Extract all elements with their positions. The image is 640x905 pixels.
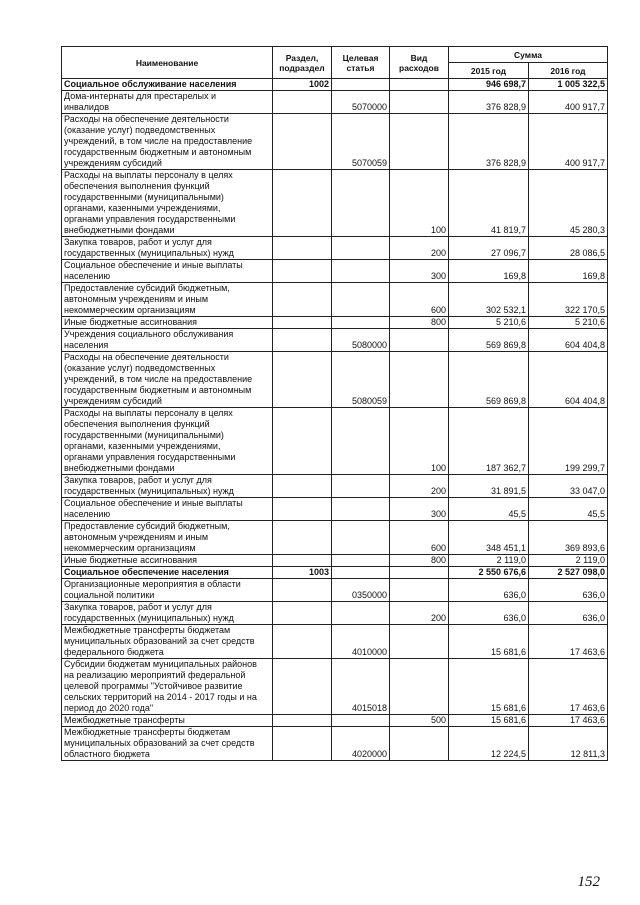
row-name: Межбюджетные трансферты бюджетам муниципальных образований за счет средств федерального бюджета (62, 625, 273, 659)
row-section (273, 317, 332, 329)
row-name: Закупка товаров, работ и услуг для государственных (муниципальных) нужд (62, 602, 273, 625)
row-name: Предоставление субсидий бюджетным, автономным учреждениям и иным некоммерческим организациям (62, 521, 273, 555)
row-exp-type (390, 659, 449, 715)
row-section (273, 170, 332, 237)
row-section (273, 91, 332, 114)
table-row (62, 91, 608, 114)
row-exp-type (390, 727, 449, 761)
row-target: 5070059 (332, 114, 390, 170)
row-sum-2015: 15 681,6 (449, 715, 529, 727)
row-target (332, 715, 390, 727)
row-sum-2016: 400 917,7 (529, 91, 608, 114)
row-section (273, 283, 332, 317)
row-exp-type (390, 114, 449, 170)
table-row (62, 79, 608, 91)
row-section (273, 579, 332, 602)
row-sum-2016: 33 047,0 (529, 475, 608, 498)
row-sum-2015: 636,0 (449, 579, 529, 602)
row-section: 1002 (273, 79, 332, 91)
row-sum-2016: 2 527 098,0 (529, 567, 608, 579)
header-name: Наименование (62, 47, 273, 79)
row-exp-type: 100 (390, 408, 449, 475)
header-exp-type: Вид расходов (390, 47, 449, 79)
row-section (273, 352, 332, 408)
table-row (62, 579, 608, 602)
row-target: 4010000 (332, 625, 390, 659)
row-sum-2015: 5 210,6 (449, 317, 529, 329)
table-row (62, 555, 608, 567)
row-exp-type: 800 (390, 555, 449, 567)
row-exp-type (390, 625, 449, 659)
row-sum-2015: 376 828,9 (449, 91, 529, 114)
table-row (62, 237, 608, 260)
row-target (332, 170, 390, 237)
table-row (62, 625, 608, 659)
table-row (62, 602, 608, 625)
row-target: 5080000 (332, 329, 390, 352)
row-exp-type: 200 (390, 602, 449, 625)
row-name: Дома-интернаты для престарелых и инвалидов (62, 91, 273, 114)
row-section (273, 475, 332, 498)
table-row (62, 317, 608, 329)
row-sum-2016: 45,5 (529, 498, 608, 521)
row-name: Расходы на обеспечение деятельности (оказание услуг) подведомственных учреждений, в том числе на предоставление государственным бюджетным и автономным учреждениям субсидий (62, 352, 273, 408)
row-sum-2016: 636,0 (529, 579, 608, 602)
table-row (62, 498, 608, 521)
row-sum-2015: 569 869,8 (449, 352, 529, 408)
row-exp-type: 200 (390, 475, 449, 498)
table-row (62, 521, 608, 555)
row-name: Закупка товаров, работ и услуг для государственных (муниципальных) нужд (62, 237, 273, 260)
row-exp-type: 800 (390, 317, 449, 329)
row-target (332, 602, 390, 625)
row-target (332, 555, 390, 567)
row-section (273, 521, 332, 555)
row-section (273, 237, 332, 260)
row-name: Расходы на обеспечение деятельности (оказание услуг) подведомственных учреждений, в том числе на предоставление государственным бюджетным и автономным учреждениям субсидий (62, 114, 273, 170)
row-section (273, 555, 332, 567)
row-sum-2015: 348 451,1 (449, 521, 529, 555)
row-section (273, 498, 332, 521)
row-exp-type (390, 567, 449, 579)
row-name: Учреждения социального обслуживания населения (62, 329, 273, 352)
row-sum-2016: 322 170,5 (529, 283, 608, 317)
row-name: Иные бюджетные ассигнования (62, 317, 273, 329)
table-row (62, 659, 608, 715)
row-exp-type (390, 579, 449, 602)
row-sum-2016: 45 280,3 (529, 170, 608, 237)
table-row (62, 170, 608, 237)
row-sum-2016: 17 463,6 (529, 715, 608, 727)
row-name: Расходы на выплаты персоналу в целях обеспечения выполнения функций государственными (муниципальными) органами, казенными учреждениями, органами управления государственными внебюджетными фондами (62, 170, 273, 237)
row-sum-2015: 41 819,7 (449, 170, 529, 237)
table-row (62, 114, 608, 170)
row-sum-2015: 2 550 676,6 (449, 567, 529, 579)
row-sum-2016: 1 005 322,5 (529, 79, 608, 91)
row-target (332, 567, 390, 579)
row-sum-2016: 17 463,6 (529, 659, 608, 715)
row-exp-type (390, 329, 449, 352)
row-section: 1003 (273, 567, 332, 579)
row-name: Межбюджетные трансферты бюджетам муниципальных образований за счет средств областного бюджета (62, 727, 273, 761)
header-target: Целевая статья (332, 47, 390, 79)
table-row (62, 715, 608, 727)
row-sum-2016: 199 299,7 (529, 408, 608, 475)
row-section (273, 260, 332, 283)
row-exp-type: 300 (390, 260, 449, 283)
row-sum-2016: 636,0 (529, 602, 608, 625)
row-target (332, 237, 390, 260)
row-target: 4015018 (332, 659, 390, 715)
row-sum-2016: 604 404,8 (529, 329, 608, 352)
row-exp-type (390, 352, 449, 408)
row-section (273, 329, 332, 352)
row-sum-2015: 31 891,5 (449, 475, 529, 498)
row-name: Субсидии бюджетам муниципальных районов на реализацию мероприятий федеральной целевой программы "Устойчивое развитие сельских территорий на 2014 - 2017 годы и на период до 2020 года" (62, 659, 273, 715)
page-number: 152 (577, 874, 600, 890)
row-name: Социальное обеспечение и иные выплаты населению (62, 498, 273, 521)
row-sum-2015: 15 681,6 (449, 659, 529, 715)
row-exp-type: 100 (390, 170, 449, 237)
row-section (273, 114, 332, 170)
row-sum-2015: 636,0 (449, 602, 529, 625)
row-name: Социальное обеспечение населения (62, 567, 273, 579)
row-sum-2015: 45,5 (449, 498, 529, 521)
row-target (332, 317, 390, 329)
header-section: Раздел, подраздел (273, 47, 332, 79)
row-target: 5070000 (332, 91, 390, 114)
row-sum-2015: 27 096,7 (449, 237, 529, 260)
table-row (62, 260, 608, 283)
row-sum-2015: 12 224,5 (449, 727, 529, 761)
row-target (332, 498, 390, 521)
row-exp-type (390, 79, 449, 91)
row-section (273, 659, 332, 715)
header-2016: 2016 год (529, 63, 608, 79)
row-target: 4020000 (332, 727, 390, 761)
table-row (62, 408, 608, 475)
row-sum-2016: 17 463,6 (529, 625, 608, 659)
row-sum-2015: 187 362,7 (449, 408, 529, 475)
row-sum-2016: 169,8 (529, 260, 608, 283)
row-name: Социальное обеспечение и иные выплаты населению (62, 260, 273, 283)
row-exp-type (390, 91, 449, 114)
row-section (273, 602, 332, 625)
row-exp-type: 300 (390, 498, 449, 521)
table-row (62, 283, 608, 317)
row-section (273, 727, 332, 761)
row-exp-type: 200 (390, 237, 449, 260)
table-row (62, 567, 608, 579)
row-target: 5080059 (332, 352, 390, 408)
row-sum-2016: 12 811,3 (529, 727, 608, 761)
header-2015: 2015 год (449, 63, 529, 79)
row-section (273, 408, 332, 475)
row-sum-2015: 946 698,7 (449, 79, 529, 91)
row-target (332, 408, 390, 475)
row-exp-type: 600 (390, 283, 449, 317)
budget-table (61, 46, 608, 761)
row-name: Организационные мероприятия в области социальной политики (62, 579, 273, 602)
table-row (62, 475, 608, 498)
row-name: Иные бюджетные ассигнования (62, 555, 273, 567)
row-sum-2016: 604 404,8 (529, 352, 608, 408)
row-target (332, 521, 390, 555)
row-section (273, 715, 332, 727)
row-sum-2015: 15 681,6 (449, 625, 529, 659)
row-sum-2015: 376 828,9 (449, 114, 529, 170)
row-name: Расходы на выплаты персоналу в целях обеспечения выполнения функций государственными (муниципальными) органами, казенными учреждениями, органами управления государственными внебюджетными фондами (62, 408, 273, 475)
row-sum-2015: 302 532,1 (449, 283, 529, 317)
table-row (62, 352, 608, 408)
row-target: 0350000 (332, 579, 390, 602)
row-exp-type: 500 (390, 715, 449, 727)
row-target (332, 260, 390, 283)
row-sum-2016: 2 119,0 (529, 555, 608, 567)
header-sum: Сумма (449, 47, 608, 63)
row-sum-2015: 2 119,0 (449, 555, 529, 567)
row-section (273, 625, 332, 659)
row-target (332, 475, 390, 498)
row-name: Социальное обслуживание населения (62, 79, 273, 91)
row-target (332, 79, 390, 91)
row-name: Межбюджетные трансферты (62, 715, 273, 727)
row-name: Закупка товаров, работ и услуг для государственных (муниципальных) нужд (62, 475, 273, 498)
row-sum-2016: 400 917,7 (529, 114, 608, 170)
row-sum-2015: 569 869,8 (449, 329, 529, 352)
row-name: Предоставление субсидий бюджетным, автономным учреждениям и иным некоммерческим организациям (62, 283, 273, 317)
row-sum-2016: 369 893,6 (529, 521, 608, 555)
row-exp-type: 600 (390, 521, 449, 555)
row-sum-2015: 169,8 (449, 260, 529, 283)
row-sum-2016: 28 086,5 (529, 237, 608, 260)
table-row (62, 727, 608, 761)
row-target (332, 283, 390, 317)
row-sum-2016: 5 210,6 (529, 317, 608, 329)
table-row (62, 329, 608, 352)
